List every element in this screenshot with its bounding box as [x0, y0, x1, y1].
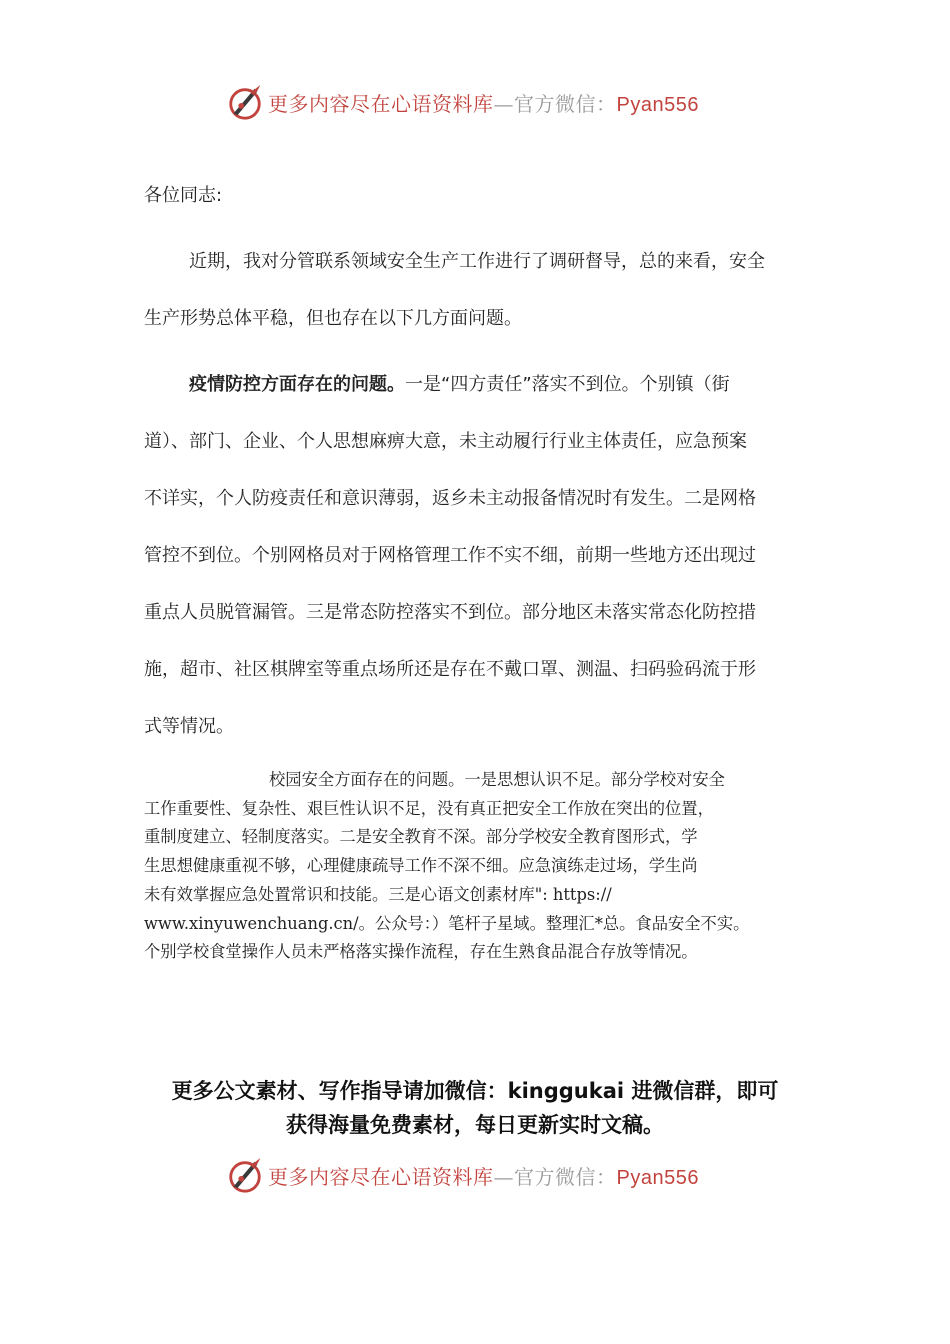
section1-line-3: 不详实，个人防疫责任和意识薄弱，返乡未主动报备情况时有发生。二是网格 [144, 488, 756, 509]
section1-line-4: 管控不到位。个别网格员对于网格管理工作不实不细，前期一些地方还出现过 [144, 545, 756, 566]
intro-line-1: 近期，我对分管联系领域安全生产工作进行了调研督导，总的来看，安全 [189, 251, 765, 272]
banner-text [268, 88, 699, 117]
section1-first-line [189, 370, 730, 396]
section2-line-6: www.xinyuwenchuang.cn/。公众号：）笔杆子星域。整理汇*总。食品安全不实。 [144, 913, 750, 933]
section2-line-3: 重制度建立、轻制度落实。二是安全教育不深。部分学校安全教育图形式，学 [144, 827, 698, 847]
section2-line-1: 校园安全方面存在的问题。一是思想认识不足。部分学校对安全 [269, 770, 725, 789]
section2-line-7: 个别学校食堂操作人员未严格落实操作流程，存在生熟食品混合存放等情况。 [144, 942, 698, 962]
section2-line-5: 未有效掌握应急处置常识和技能。三是心语文创素材库": https:// [144, 884, 612, 904]
section1-first-line-text: 一是“四方责任”落实不到位。个别镇（街 [405, 374, 730, 395]
header-banner [0, 80, 950, 124]
banner-main-text: 更多内容尽在心语资料库 [268, 91, 494, 116]
section1-line-7: 式等情况。 [144, 716, 234, 737]
footer-cta-line-2: 获得海量免费素材，每日更新实时文稿。 [286, 1113, 664, 1137]
banner-wechat-id: Pyan556 [616, 1166, 699, 1189]
banner-wechat-id: Pyan556 [616, 93, 699, 116]
banner-dash: — [493, 91, 514, 116]
section1-heading: 疫情防控方面存在的问题。 [189, 374, 405, 395]
banner-wechat-label: 官方微信： [514, 1164, 617, 1189]
salutation: 各位同志: [144, 185, 223, 206]
banner-main-text: 更多内容尽在心语资料库 [268, 1164, 494, 1189]
banner-wechat-label: 官方微信： [514, 91, 617, 116]
section2-paragraph [144, 766, 834, 967]
banner-dash: — [493, 1164, 514, 1189]
banner-text [268, 1161, 699, 1190]
section1-line-5: 重点人员脱管漏管。三是常态防控落实不到位。部分地区未落实常态化防控措 [144, 602, 756, 623]
section2-line-2: 工作重要性、复杂性、艰巨性认识不足，没有真正把安全工作放在突出的位置， [144, 798, 714, 818]
quill-logo-icon [226, 1156, 264, 1194]
quill-logo-icon [226, 83, 264, 121]
footer-banner [0, 1153, 950, 1197]
footer-cta-line-1: 更多公文素材、写作指导请加微信：kinggukai 进微信群，即可 [171, 1079, 779, 1103]
section1-line-6: 施，超市、社区棋牌室等重点场所还是存在不戴口罩、测温、扫码验码流于形 [144, 659, 756, 680]
section1-line-2: 道）、部门、企业、个人思想麻痹大意，未主动履行行业主体责任，应急预案 [144, 431, 747, 452]
intro-line-2: 生产形势总体平稳，但也存在以下几方面问题。 [144, 308, 522, 329]
section2-line-4: 生思想健康重视不够，心理健康疏导工作不深不细。应急演练走过场，学生尚 [144, 856, 698, 876]
